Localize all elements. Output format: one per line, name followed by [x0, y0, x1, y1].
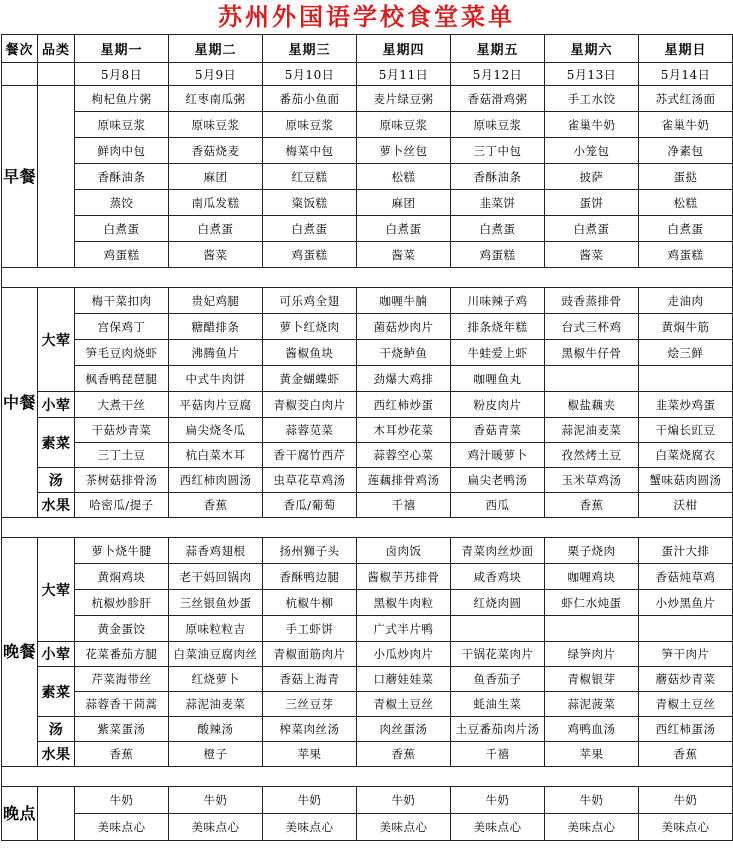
dinner-meat-cell: 咖喱鸡块: [545, 564, 639, 590]
dinner-meat-cell: 原味粒粒吉: [169, 616, 263, 642]
dinner-meat-cell: 虾仁水炖蛋: [545, 590, 639, 616]
breakfast-cell: 原味豆浆: [169, 112, 263, 138]
table-row: [2, 340, 733, 366]
table-row: [2, 268, 733, 288]
dinner-meat-cell: [639, 616, 733, 642]
dinner-veg-cell: 红烧萝卜: [169, 667, 263, 692]
breakfast-cell: 香酥油条: [451, 164, 545, 190]
snack-cell: 牛奶: [357, 787, 451, 814]
lunch-meat-cell: 宫保鸡丁: [75, 314, 169, 340]
dinner-meat-cell: 红烧肉圆: [451, 590, 545, 616]
breakfast-cell: 枸杞鱼片粥: [75, 86, 169, 112]
dinner-soup-cell: 紫菜蛋汤: [75, 717, 169, 742]
dinner-soup-cell: 鸡鸭血汤: [545, 717, 639, 742]
lunch-meat-cell: [639, 366, 733, 392]
breakfast-cell: 白煮蛋: [639, 216, 733, 242]
table-row: [2, 616, 733, 642]
lunch-soup-cell: 虫草花草鸡汤: [263, 468, 357, 493]
lunch-meat-cell: 干烧鲈鱼: [357, 340, 451, 366]
table-row: [2, 538, 733, 564]
dinner-fruit-cell: 千禧: [451, 742, 545, 767]
dinner-soup-cell: 土豆番茄肉片汤: [451, 717, 545, 742]
breakfast-cell: 净素包: [639, 138, 733, 164]
dinner-meat-cell: 卤肉饭: [357, 538, 451, 564]
table-row: [2, 314, 733, 340]
table-row: [2, 742, 733, 767]
breakfast-cell: 酱菜: [169, 242, 263, 268]
header-category: 品类: [38, 35, 75, 63]
lunch-half-cell: 西红柿炒蛋: [357, 392, 451, 418]
table-row: [2, 443, 733, 468]
table-row: [2, 35, 733, 63]
snack-cell: 牛奶: [639, 787, 733, 814]
table-row: [2, 418, 733, 443]
dinner-meat-cell: 三丝银鱼炒蛋: [169, 590, 263, 616]
dinner-soup-cell: 酸辣汤: [169, 717, 263, 742]
lunch-veg-cell: 孜然烤土豆: [545, 443, 639, 468]
dinner-fruit-cell: 苹果: [263, 742, 357, 767]
dinner-meat-cell: 蛋汁大排: [639, 538, 733, 564]
table-row: [2, 767, 733, 787]
dinner-meat-cell: 小炒黑鱼片: [639, 590, 733, 616]
menu-title: 苏州外国语学校食堂菜单: [218, 2, 515, 31]
dinner-meat-cell: 手工虾饼: [263, 616, 357, 642]
category-veg: 素菜: [38, 667, 75, 717]
dinner-soup-cell: 榨菜肉丝汤: [263, 717, 357, 742]
table-row: [2, 138, 733, 164]
snack-cell: 美味点心: [263, 814, 357, 841]
breakfast-cell: 香菇滑鸡粥: [451, 86, 545, 112]
lunch-meat-cell: 沸腾鱼片: [169, 340, 263, 366]
table-row: [2, 288, 733, 314]
lunch-meat-cell: 牛蛙爱上虾: [451, 340, 545, 366]
breakfast-cell: 鸡蛋糕: [639, 242, 733, 268]
menu-table: [1, 34, 733, 841]
snack-cell: 牛奶: [169, 787, 263, 814]
lunch-meat-cell: 川味辣子鸡: [451, 288, 545, 314]
dinner-half-cell: 花菜番茄方腿: [75, 642, 169, 667]
table-row: [2, 642, 733, 667]
meal-label-lunch: 中餐: [2, 288, 38, 518]
lunch-half-cell: 大煮干丝: [75, 392, 169, 418]
dinner-fruit-cell: 香蕉: [357, 742, 451, 767]
lunch-meat-cell: 酱椒鱼块: [263, 340, 357, 366]
lunch-soup-cell: 西红柿肉圆汤: [169, 468, 263, 493]
lunch-meat-cell: 枫香鸭琵琶腿: [75, 366, 169, 392]
category-soup: 汤: [38, 717, 75, 742]
table-row: [2, 112, 733, 138]
breakfast-cell: 小笼包: [545, 138, 639, 164]
breakfast-cell: 鸡蛋糕: [451, 242, 545, 268]
category-soup: 汤: [38, 468, 75, 493]
lunch-meat-cell: 糖醋排条: [169, 314, 263, 340]
date-header: 5月13日: [545, 63, 639, 86]
table-row: [2, 814, 733, 841]
snack-cell: 牛奶: [75, 787, 169, 814]
lunch-meat-cell: 中式牛肉饼: [169, 366, 263, 392]
lunch-veg-cell: 三丁土豆: [75, 443, 169, 468]
lunch-fruit-cell: 哈密瓜/提子: [75, 493, 169, 518]
lunch-meat-cell: 劲爆大鸡排: [357, 366, 451, 392]
lunch-veg-cell: 蒜蓉苋菜: [263, 418, 357, 443]
dinner-meat-cell: 蒜香鸡翅根: [169, 538, 263, 564]
meal-label-dinner: 晚餐: [2, 538, 38, 767]
dinner-veg-cell: 鱼香茄子: [451, 667, 545, 692]
breakfast-cell: 白煮蛋: [545, 216, 639, 242]
dinner-veg-cell: 口蘑娃娃菜: [357, 667, 451, 692]
dinner-veg-cell: 青椒土豆丝: [639, 692, 733, 717]
breakfast-cell: 红枣南瓜粥: [169, 86, 263, 112]
section-divider: [2, 268, 733, 288]
dinner-meat-cell: [545, 616, 639, 642]
snack-cell: 美味点心: [545, 814, 639, 841]
category-blank: [38, 787, 75, 841]
lunch-veg-cell: 白菜烧腐衣: [639, 443, 733, 468]
lunch-meat-cell: 台式三杯鸡: [545, 314, 639, 340]
table-row: [2, 692, 733, 717]
lunch-soup-cell: 扁尖老鸭汤: [451, 468, 545, 493]
snack-cell: 美味点心: [357, 814, 451, 841]
breakfast-cell: 白煮蛋: [75, 216, 169, 242]
lunch-veg-cell: 杭白菜木耳: [169, 443, 263, 468]
lunch-meat-cell: 豉香蒸排骨: [545, 288, 639, 314]
lunch-half-cell: 椒盐藕夹: [545, 392, 639, 418]
breakfast-cell: 披萨: [545, 164, 639, 190]
dinner-veg-cell: 蒜泥油麦菜: [169, 692, 263, 717]
day-header: 星期三: [263, 35, 357, 63]
dinner-meat-cell: 萝卜烧牛腱: [75, 538, 169, 564]
lunch-veg-cell: 蒜蓉空心菜: [357, 443, 451, 468]
breakfast-cell: 原味豆浆: [263, 112, 357, 138]
lunch-half-cell: 平菇肉片豆腐: [169, 392, 263, 418]
lunch-meat-cell: 菌菇炒肉片: [357, 314, 451, 340]
table-row: [2, 667, 733, 692]
breakfast-cell: 雀巢牛奶: [545, 112, 639, 138]
category-half: 小荤: [38, 642, 75, 667]
breakfast-cell: 香菇烧麦: [169, 138, 263, 164]
header-blank: [38, 63, 75, 86]
dinner-veg-cell: 青椒银芽: [545, 667, 639, 692]
dinner-meat-cell: 老干妈回锅肉: [169, 564, 263, 590]
lunch-veg-cell: 扁尖烧冬瓜: [169, 418, 263, 443]
dinner-fruit-cell: 香蕉: [639, 742, 733, 767]
lunch-veg-cell: 干菇炒青菜: [75, 418, 169, 443]
lunch-fruit-cell: 沃柑: [639, 493, 733, 518]
snack-cell: 牛奶: [263, 787, 357, 814]
dinner-half-cell: 笋干肉片: [639, 642, 733, 667]
snack-cell: 美味点心: [169, 814, 263, 841]
breakfast-cell: 番茄小鱼面: [263, 86, 357, 112]
date-header: 5月9日: [169, 63, 263, 86]
meal-label-breakfast: 早餐: [2, 86, 38, 268]
breakfast-cell: 蛋饼: [545, 190, 639, 216]
breakfast-cell: 酱菜: [357, 242, 451, 268]
lunch-veg-cell: 木耳炒花菜: [357, 418, 451, 443]
snack-cell: 美味点心: [451, 814, 545, 841]
dinner-veg-cell: 蒜泥菠菜: [545, 692, 639, 717]
breakfast-cell: 松糕: [639, 190, 733, 216]
lunch-meat-cell: [545, 366, 639, 392]
breakfast-cell: 苏式红汤面: [639, 86, 733, 112]
breakfast-cell: 梅菜中包: [263, 138, 357, 164]
lunch-meat-cell: 笋毛豆肉烧虾: [75, 340, 169, 366]
day-header: 星期四: [357, 35, 451, 63]
dinner-meat-cell: 咸香鸡块: [451, 564, 545, 590]
lunch-meat-cell: 梅干菜扣肉: [75, 288, 169, 314]
breakfast-cell: 鲜肉中包: [75, 138, 169, 164]
table-row: [2, 164, 733, 190]
breakfast-cell: 蒸饺: [75, 190, 169, 216]
breakfast-cell: 麻团: [169, 164, 263, 190]
table-row: [2, 86, 733, 112]
category-veg: 素菜: [38, 418, 75, 468]
lunch-fruit-cell: 香瓜/葡萄: [263, 493, 357, 518]
lunch-meat-cell: 咖喱牛腩: [357, 288, 451, 314]
dinner-veg-cell: 香菇上海青: [263, 667, 357, 692]
table-row: [2, 63, 733, 86]
dinner-meat-cell: 杭椒牛柳: [263, 590, 357, 616]
dinner-meat-cell: 黑椒牛肉粒: [357, 590, 451, 616]
breakfast-cell: 松糕: [357, 164, 451, 190]
dinner-half-cell: 小瓜炒肉片: [357, 642, 451, 667]
table-row: [2, 590, 733, 616]
breakfast-cell: 白煮蛋: [357, 216, 451, 242]
table-row: [2, 366, 733, 392]
dinner-meat-cell: 杭椒炒胗肝: [75, 590, 169, 616]
header-meal: 餐次: [2, 35, 38, 63]
dinner-meat-cell: [451, 616, 545, 642]
breakfast-cell: 麻团: [357, 190, 451, 216]
breakfast-cell: 雀巢牛奶: [639, 112, 733, 138]
dinner-soup-cell: 西红柿蛋汤: [639, 717, 733, 742]
snack-cell: 牛奶: [545, 787, 639, 814]
breakfast-cell: 原味豆浆: [75, 112, 169, 138]
table-row: [2, 518, 733, 538]
dinner-meat-cell: 青菜肉丝炒面: [451, 538, 545, 564]
dinner-soup-cell: 肉丝蛋汤: [357, 717, 451, 742]
section-divider: [2, 767, 733, 787]
lunch-half-cell: 韭菜炒鸡蛋: [639, 392, 733, 418]
breakfast-cell: 红豆糕: [263, 164, 357, 190]
lunch-veg-cell: 香菇青菜: [451, 418, 545, 443]
lunch-meat-cell: 排条烧年糕: [451, 314, 545, 340]
meal-label-snack: 晚点: [2, 787, 38, 841]
category-blank: [38, 86, 75, 268]
dinner-veg-cell: 蒜蓉香干茼蒿: [75, 692, 169, 717]
category-meat: 大荤: [38, 538, 75, 642]
dinner-half-cell: 青椒面筋肉片: [263, 642, 357, 667]
breakfast-cell: 香酥油条: [75, 164, 169, 190]
breakfast-cell: 麦片绿豆粥: [357, 86, 451, 112]
breakfast-cell: 鸡蛋糕: [263, 242, 357, 268]
table-row: [2, 392, 733, 418]
category-fruit: 水果: [38, 493, 75, 518]
lunch-soup-cell: 茶树菇排骨汤: [75, 468, 169, 493]
table-row: [2, 493, 733, 518]
lunch-meat-cell: 黄金蝴蝶虾: [263, 366, 357, 392]
day-header: 星期日: [639, 35, 733, 63]
lunch-meat-cell: 走油肉: [639, 288, 733, 314]
breakfast-cell: 白煮蛋: [169, 216, 263, 242]
dinner-half-cell: 干锅花菜肉片: [451, 642, 545, 667]
category-half: 小荤: [38, 392, 75, 418]
table-row: [2, 242, 733, 268]
lunch-meat-cell: 黑椒牛仔骨: [545, 340, 639, 366]
lunch-half-cell: 粉皮肉片: [451, 392, 545, 418]
table-row: [2, 190, 733, 216]
dinner-fruit-cell: 苹果: [545, 742, 639, 767]
breakfast-cell: 鸡蛋糕: [75, 242, 169, 268]
category-meat: 大荤: [38, 288, 75, 392]
breakfast-cell: 白煮蛋: [263, 216, 357, 242]
date-header: 5月11日: [357, 63, 451, 86]
breakfast-cell: 三丁中包: [451, 138, 545, 164]
dinner-half-cell: 绿笋肉片: [545, 642, 639, 667]
dinner-veg-cell: 芹菜海带丝: [75, 667, 169, 692]
day-header: 星期五: [451, 35, 545, 63]
snack-cell: 美味点心: [75, 814, 169, 841]
breakfast-cell: 原味豆浆: [451, 112, 545, 138]
dinner-veg-cell: 青椒土豆丝: [357, 692, 451, 717]
dinner-meat-cell: 黄焖鸡块: [75, 564, 169, 590]
lunch-half-cell: 青椒茭白肉片: [263, 392, 357, 418]
lunch-meat-cell: 萝卜红烧肉: [263, 314, 357, 340]
date-header: 5月14日: [639, 63, 733, 86]
header-blank: [2, 63, 38, 86]
dinner-meat-cell: 酱椒芋艿排骨: [357, 564, 451, 590]
section-divider: [2, 518, 733, 538]
breakfast-cell: 南瓜发糕: [169, 190, 263, 216]
lunch-soup-cell: 玉米草鸡汤: [545, 468, 639, 493]
table-row: [2, 216, 733, 242]
lunch-meat-cell: 可乐鸡全翅: [263, 288, 357, 314]
lunch-veg-cell: 蒜泥油麦菜: [545, 418, 639, 443]
dinner-meat-cell: 广式半片鸭: [357, 616, 451, 642]
date-header: 5月10日: [263, 63, 357, 86]
lunch-fruit-cell: 香蕉: [169, 493, 263, 518]
table-row: [2, 468, 733, 493]
dinner-half-cell: 白菜油豆腐肉丝: [169, 642, 263, 667]
breakfast-cell: 原味豆浆: [357, 112, 451, 138]
lunch-soup-cell: 蟹味菇肉圆汤: [639, 468, 733, 493]
lunch-fruit-cell: 西瓜: [451, 493, 545, 518]
lunch-veg-cell: 干煸长豇豆: [639, 418, 733, 443]
lunch-fruit-cell: 香蕉: [545, 493, 639, 518]
dinner-meat-cell: 香酥鸭边腿: [263, 564, 357, 590]
lunch-meat-cell: 黄焖牛筋: [639, 314, 733, 340]
dinner-veg-cell: 三丝豆芽: [263, 692, 357, 717]
category-fruit: 水果: [38, 742, 75, 767]
breakfast-cell: 酱菜: [545, 242, 639, 268]
lunch-veg-cell: 香干腐竹西芹: [263, 443, 357, 468]
lunch-soup-cell: 莲藕排骨鸡汤: [357, 468, 451, 493]
day-header: 星期六: [545, 35, 639, 63]
lunch-veg-cell: 鸡汁暖萝卜: [451, 443, 545, 468]
snack-cell: 牛奶: [451, 787, 545, 814]
breakfast-cell: 萝卜丝包: [357, 138, 451, 164]
lunch-meat-cell: 咖喱鱼丸: [451, 366, 545, 392]
breakfast-cell: 粢饭糕: [263, 190, 357, 216]
dinner-meat-cell: 香菇炖草鸡: [639, 564, 733, 590]
breakfast-cell: 韭菜饼: [451, 190, 545, 216]
lunch-fruit-cell: 千禧: [357, 493, 451, 518]
lunch-meat-cell: 烩三鲜: [639, 340, 733, 366]
dinner-meat-cell: 黄金蛋饺: [75, 616, 169, 642]
table-row: [2, 717, 733, 742]
breakfast-cell: 蛋挞: [639, 164, 733, 190]
date-header: 5月12日: [451, 63, 545, 86]
dinner-meat-cell: 栗子烧肉: [545, 538, 639, 564]
table-row: [2, 787, 733, 814]
dinner-veg-cell: 蘑菇炒青菜: [639, 667, 733, 692]
lunch-meat-cell: 贵妃鸡腿: [169, 288, 263, 314]
dinner-veg-cell: 蚝油生菜: [451, 692, 545, 717]
day-header: 星期一: [75, 35, 169, 63]
snack-cell: 美味点心: [639, 814, 733, 841]
date-header: 5月8日: [75, 63, 169, 86]
breakfast-cell: 手工水饺: [545, 86, 639, 112]
dinner-fruit-cell: 橙子: [169, 742, 263, 767]
breakfast-cell: 白煮蛋: [451, 216, 545, 242]
dinner-fruit-cell: 香蕉: [75, 742, 169, 767]
table-row: [2, 564, 733, 590]
dinner-meat-cell: 扬州狮子头: [263, 538, 357, 564]
day-header: 星期二: [169, 35, 263, 63]
